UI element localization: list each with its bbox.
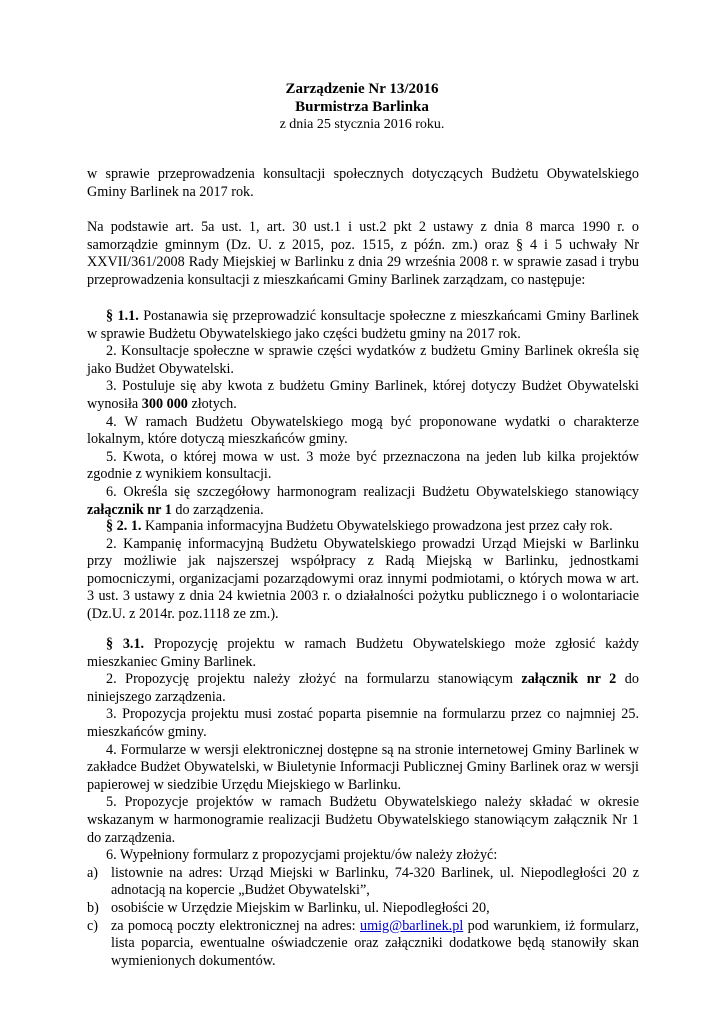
section-2-point-1: § 2. 1. Kampania informacyjna Budżetu Obywatelskiego prowadzona jest przez cały rok. [106,518,613,534]
section-1 [87,308,639,519]
section-1-point-3: 3. Postuluje się aby kwota z budżetu Gminy Barlinek, której dotyczy Budżet Obywatelski wynosiła 300 000 złotych. [87,378,639,412]
document-issuer: Burmistrza Barlinka [295,99,429,115]
document-date: z dnia 25 stycznia 2016 roku. [279,117,445,132]
list-item [87,918,639,971]
section-2-mark: § 2. 1. [106,518,142,534]
section-3-point-6: 6. Wypełniony formularz z propozycjami projektu/ów należy złożyć: [106,847,498,864]
subject-paragraph [87,166,639,201]
section-3 [87,636,639,970]
section-1-point-1: § 1.1. Postanawia się przeprowadzić konsultacje społeczne z mieszkańcami Gminy Barlinek w sprawie Budżetu Obywatelskiego jako części budżetu gminy na 2017 rok. [87,308,639,342]
list-item-text: osobiście w Urzędzie Miejskim w Barlinku, ul. Niepodległości 20, [111,899,490,916]
list-item-text: listownie na adres: Urząd Miejski w Barlinku, 74-320 Barlinek, ul. Niepodległości 20 z adnotacją na kopercie „Budżet Obywatelski”, [111,864,639,899]
section-1-point-6: 6. Określa się szczegółowy harmonogram realizacji Budżetu Obywatelskiego stanowiący załącznik nr 1 do zarządzenia. [87,483,639,518]
budget-amount: 300 000 [141,395,188,412]
email-link[interactable]: umig@barlinek.pl [359,917,464,934]
legal-basis-text: Na podstawie art. 5a ust. 1, art. 30 ust.1 i ust.2 pkt 2 ustawy z dnia 8 marca 1990 r. o samorządzie gminnym (Dz. U. z 2015, poz. 1515, z późn. zm.) oraz § 4 i 5 uchwały Nr XXVII/361/2008 Rady Miejskiej w Barlinku z dnia 29 września 2008 r. w sprawie zasad i trybu przeprowadzenia konsultacji z mieszkańcami Gminy Barlinek zarządzam, co następuje: [87,219,639,288]
section-3-point-3: 3. Propozycja projektu musi zostać poparta pisemnie na formularzu przez co najmniej 25. mieszkańców gminy. [87,706,639,740]
section-1-point-4: 4. W ramach Budżetu Obywatelskiego mogą być proponowane wydatki o charakterze lokalnym, które dotyczą mieszkańców gminy. [87,413,639,448]
section-3-point-5: 5. Propozycje projektów w ramach Budżetu Obywatelskiego należy składać w okresie wskazanym w harmonogramie realizacji Budżetu Obywatelskiego stanowiącym załącznik Nr 1 do zarządzenia. [87,794,639,846]
section-1-point-5: 5. Kwota, o której mowa w ust. 3 może być przeznaczona na jeden lub kilka projektów zgodnie z wynikiem konsultacji. [87,448,639,483]
section-3-point-2: 2. Propozycję projektu należy złożyć na formularzu stanowiącym załącznik nr 2 do niniejszego zarządzenia. [87,671,639,705]
section-3-point-4: 4. Formularze w wersji elektronicznej dostępne są na stronie internetowej Gminy Barlinek w zakładce Budżet Obywatelski, w Biuletynie Informacji Publicznej Gminy Barlinek oraz w wersji papierowej w siedzibie Urzędu Miejskiego w Barlinku. [87,741,639,793]
section-3-mark: § 3.1. [106,636,145,652]
attachment-2-ref: załącznik nr 2 [521,671,617,688]
list-item-label: c) [87,917,99,934]
list-item [87,865,639,900]
section-1-point-2: 2. Konsultacje społeczne w sprawie części wydatków z budżetu Gminy Barlinek określa się jako Budżet Obywatelski. [87,343,639,377]
list-item-label: a) [87,864,99,881]
list-item-label: b) [87,899,99,916]
legal-basis-paragraph [87,219,639,289]
subject-text: w sprawie przeprowadzenia konsultacji społecznych dotyczących Budżetu Obywatelskiego Gminy Barlinek na 2017 rok. [87,166,639,200]
section-1-mark: § 1.1. [106,308,139,324]
document-title: Zarządzenie Nr 13/2016 [285,81,439,97]
section-2-point-2: 2. Kampanię informacyjną Budżetu Obywatelskiego prowadzi Urząd Miejski w Barlinku przy możliwie jak najszerszej współpracy z Radą Miejską w Barlinku, jednostkami pomocniczymi, organizacjami pozarządowymi oraz innymi podmiotami, o których mowa w art. 3 ust. 3 ustawy z dnia 24 kwietnia 2003 r. o działalności pożytku publicznego i o wolontariacie (Dz.U. z 2014r. poz.1118 ze zm.). [87,535,639,622]
section-2 [87,518,639,624]
list-item [87,900,639,918]
attachment-1-ref: załącznik nr 1 [87,501,172,518]
section-3-point-1: § 3.1. Propozycję projektu w ramach Budżetu Obywatelskiego może zgłosić każdy mieszkaniec Gminy Barlinek. [87,636,640,670]
list-item-text: za pomocą poczty elektronicznej na adres: umig@barlinek.pl pod warunkiem, iż formularz, lista poparcia, ewentualne oświadczenie oraz załączniki dodatkowe będą stanowiły skan wymienionych dokumentów. [111,917,639,969]
